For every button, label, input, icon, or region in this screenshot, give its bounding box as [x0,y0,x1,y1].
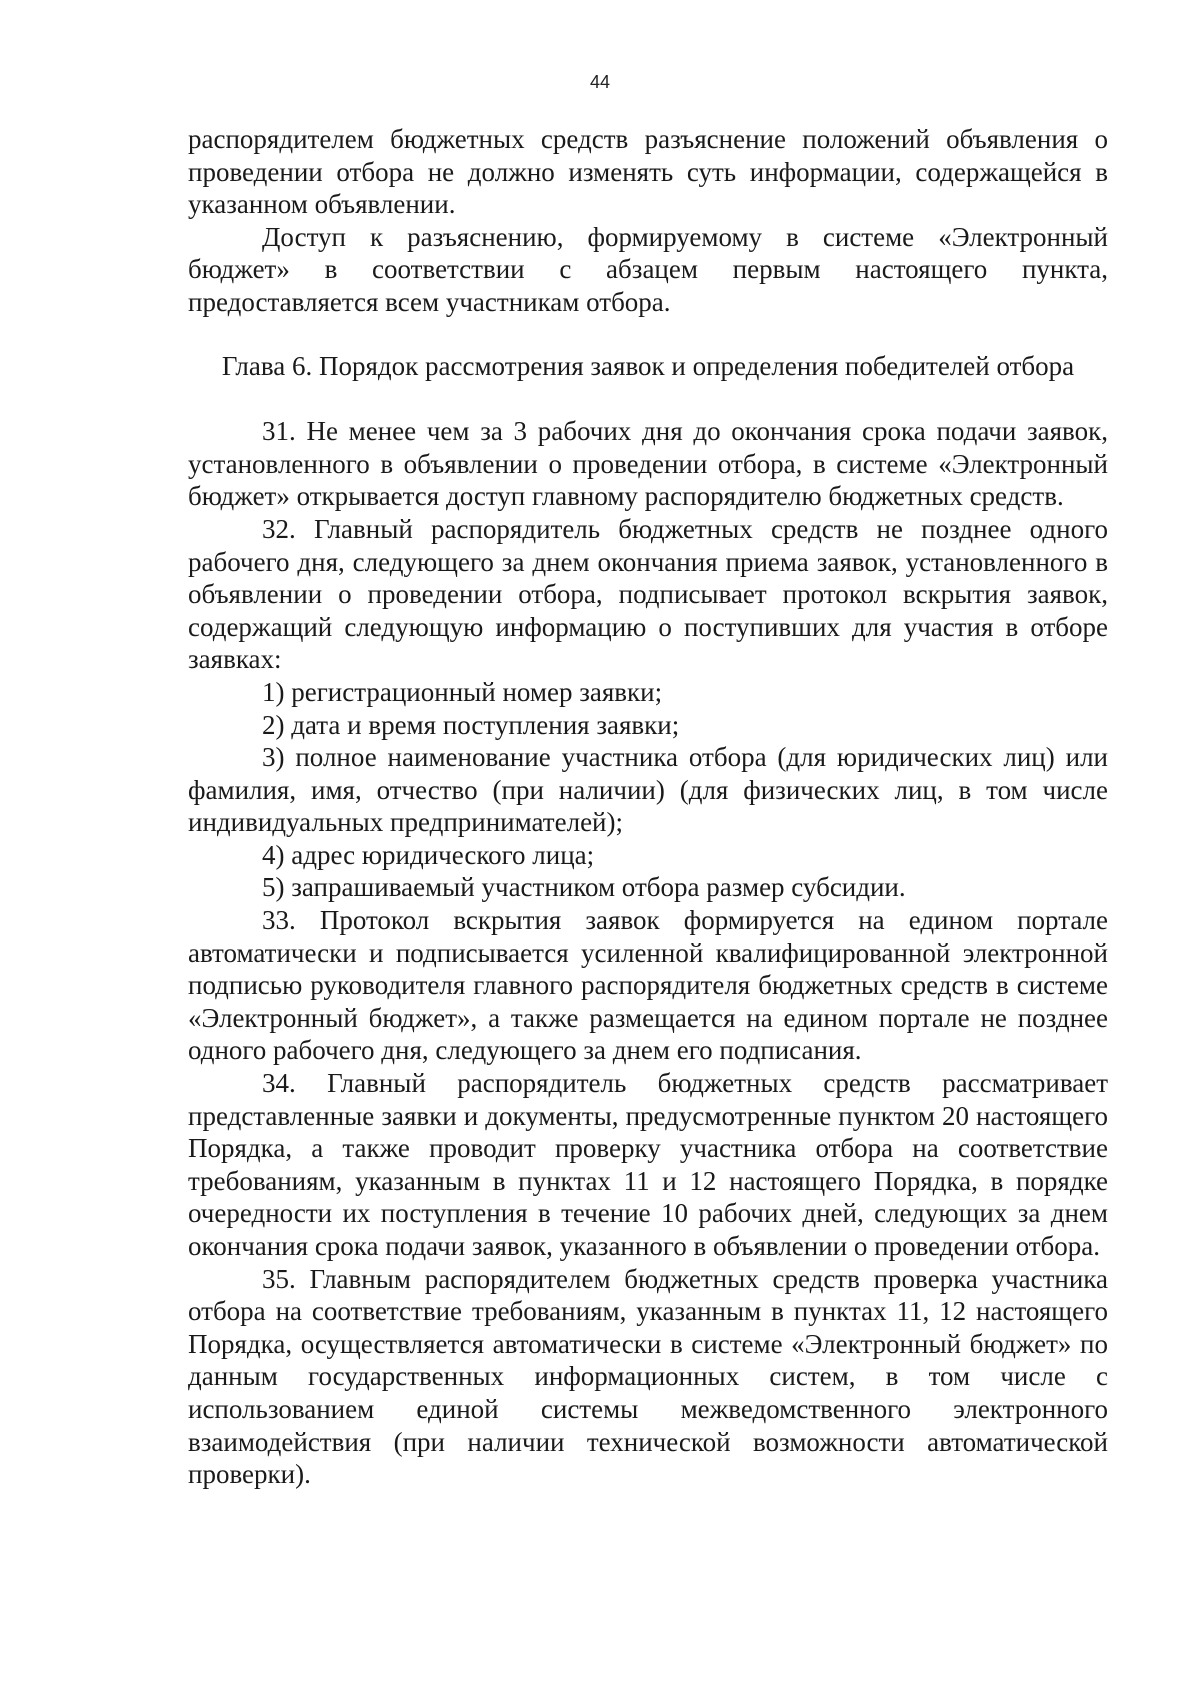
list-item-3: 3) полное наименование участника отбора (для юридических лиц) или фамилия, имя, отчество (при наличии) (для физических лиц, в том числе индивидуальных предпринимателей); [188,742,1108,838]
list-item-5: 5) запрашиваемый участником отбора размер субсидии. [262,872,906,903]
paragraph-35: 35. Главным распорядителем бюджетных средств проверка участника отбора на соответствие требованиям, указанным в пунктах 11, 12 настоящего Порядка, осуществляется автоматически в системе «Электронный бюджет» по данным государственных информационных систем, в том числе с использованием единой системы межведомственного электронного взаимодействия (при наличии технической возможности автоматической проверки). [188,1263,1108,1490]
paragraph-34: 34. Главный распорядитель бюджетных средств рассматривает представленные заявки и документы, предусмотренные пунктом 20 настоящего Порядка, а также проводит проверку участника отбора на соответствие требованиям, указанным в пунктах 11 и 12 настоящего Порядка, в порядке очередности их поступления в течение 10 рабочих дней, следующих за днем окончания срока подачи заявок, указанного в объявлении о проведении отбора. [188,1068,1108,1261]
document-body [188,123,1108,1491]
chapter-title: Глава 6. Порядок рассмотрения заявок и определения победителей отбора [221,350,1075,381]
page-number: 44 [589,72,611,92]
list-item-4: 4) адрес юридического лица; [262,839,595,870]
list-item-1: 1) регистрационный номер заявки; [262,676,663,707]
paragraph-access: Доступ к разъяснению, формируемому в системе «Электронный бюджет» в соответствии с абзацем первым настоящего пункта, предоставляется всем участникам отбора. [188,221,1108,317]
paragraph-32: 32. Главный распорядитель бюджетных средств не позднее одного рабочего дня, следующего за днем окончания приема заявок, установленного в объявлении о проведении отбора, подписывает протокол вскрытия заявок, содержащий следующую информацию о поступивших для участия в отборе заявках: [188,513,1108,675]
paragraph-33: 33. Протокол вскрытия заявок формируется на едином портале автоматически и подписывается усиленной квалифицированной электронной подписью руководителя главного распорядителя бюджетных средств в системе «Электронный бюджет», а также размещается на едином портале не позднее одного рабочего дня, следующего за днем его подписания. [188,905,1108,1066]
list-item-2: 2) дата и время поступления заявки; [262,709,680,740]
paragraph-31: 31. Не менее чем за 3 рабочих дня до окончания срока подачи заявок, установленного в объявлении о проведении отбора, в системе «Электронный бюджет» открывается доступ главному распорядителю бюджетных средств. [188,416,1108,512]
paragraph-continuation: распорядителем бюджетных средств разъяснение положений объявления о проведении отбора не должно изменять суть информации, содержащейся в указанном объявлении. [188,124,1108,220]
